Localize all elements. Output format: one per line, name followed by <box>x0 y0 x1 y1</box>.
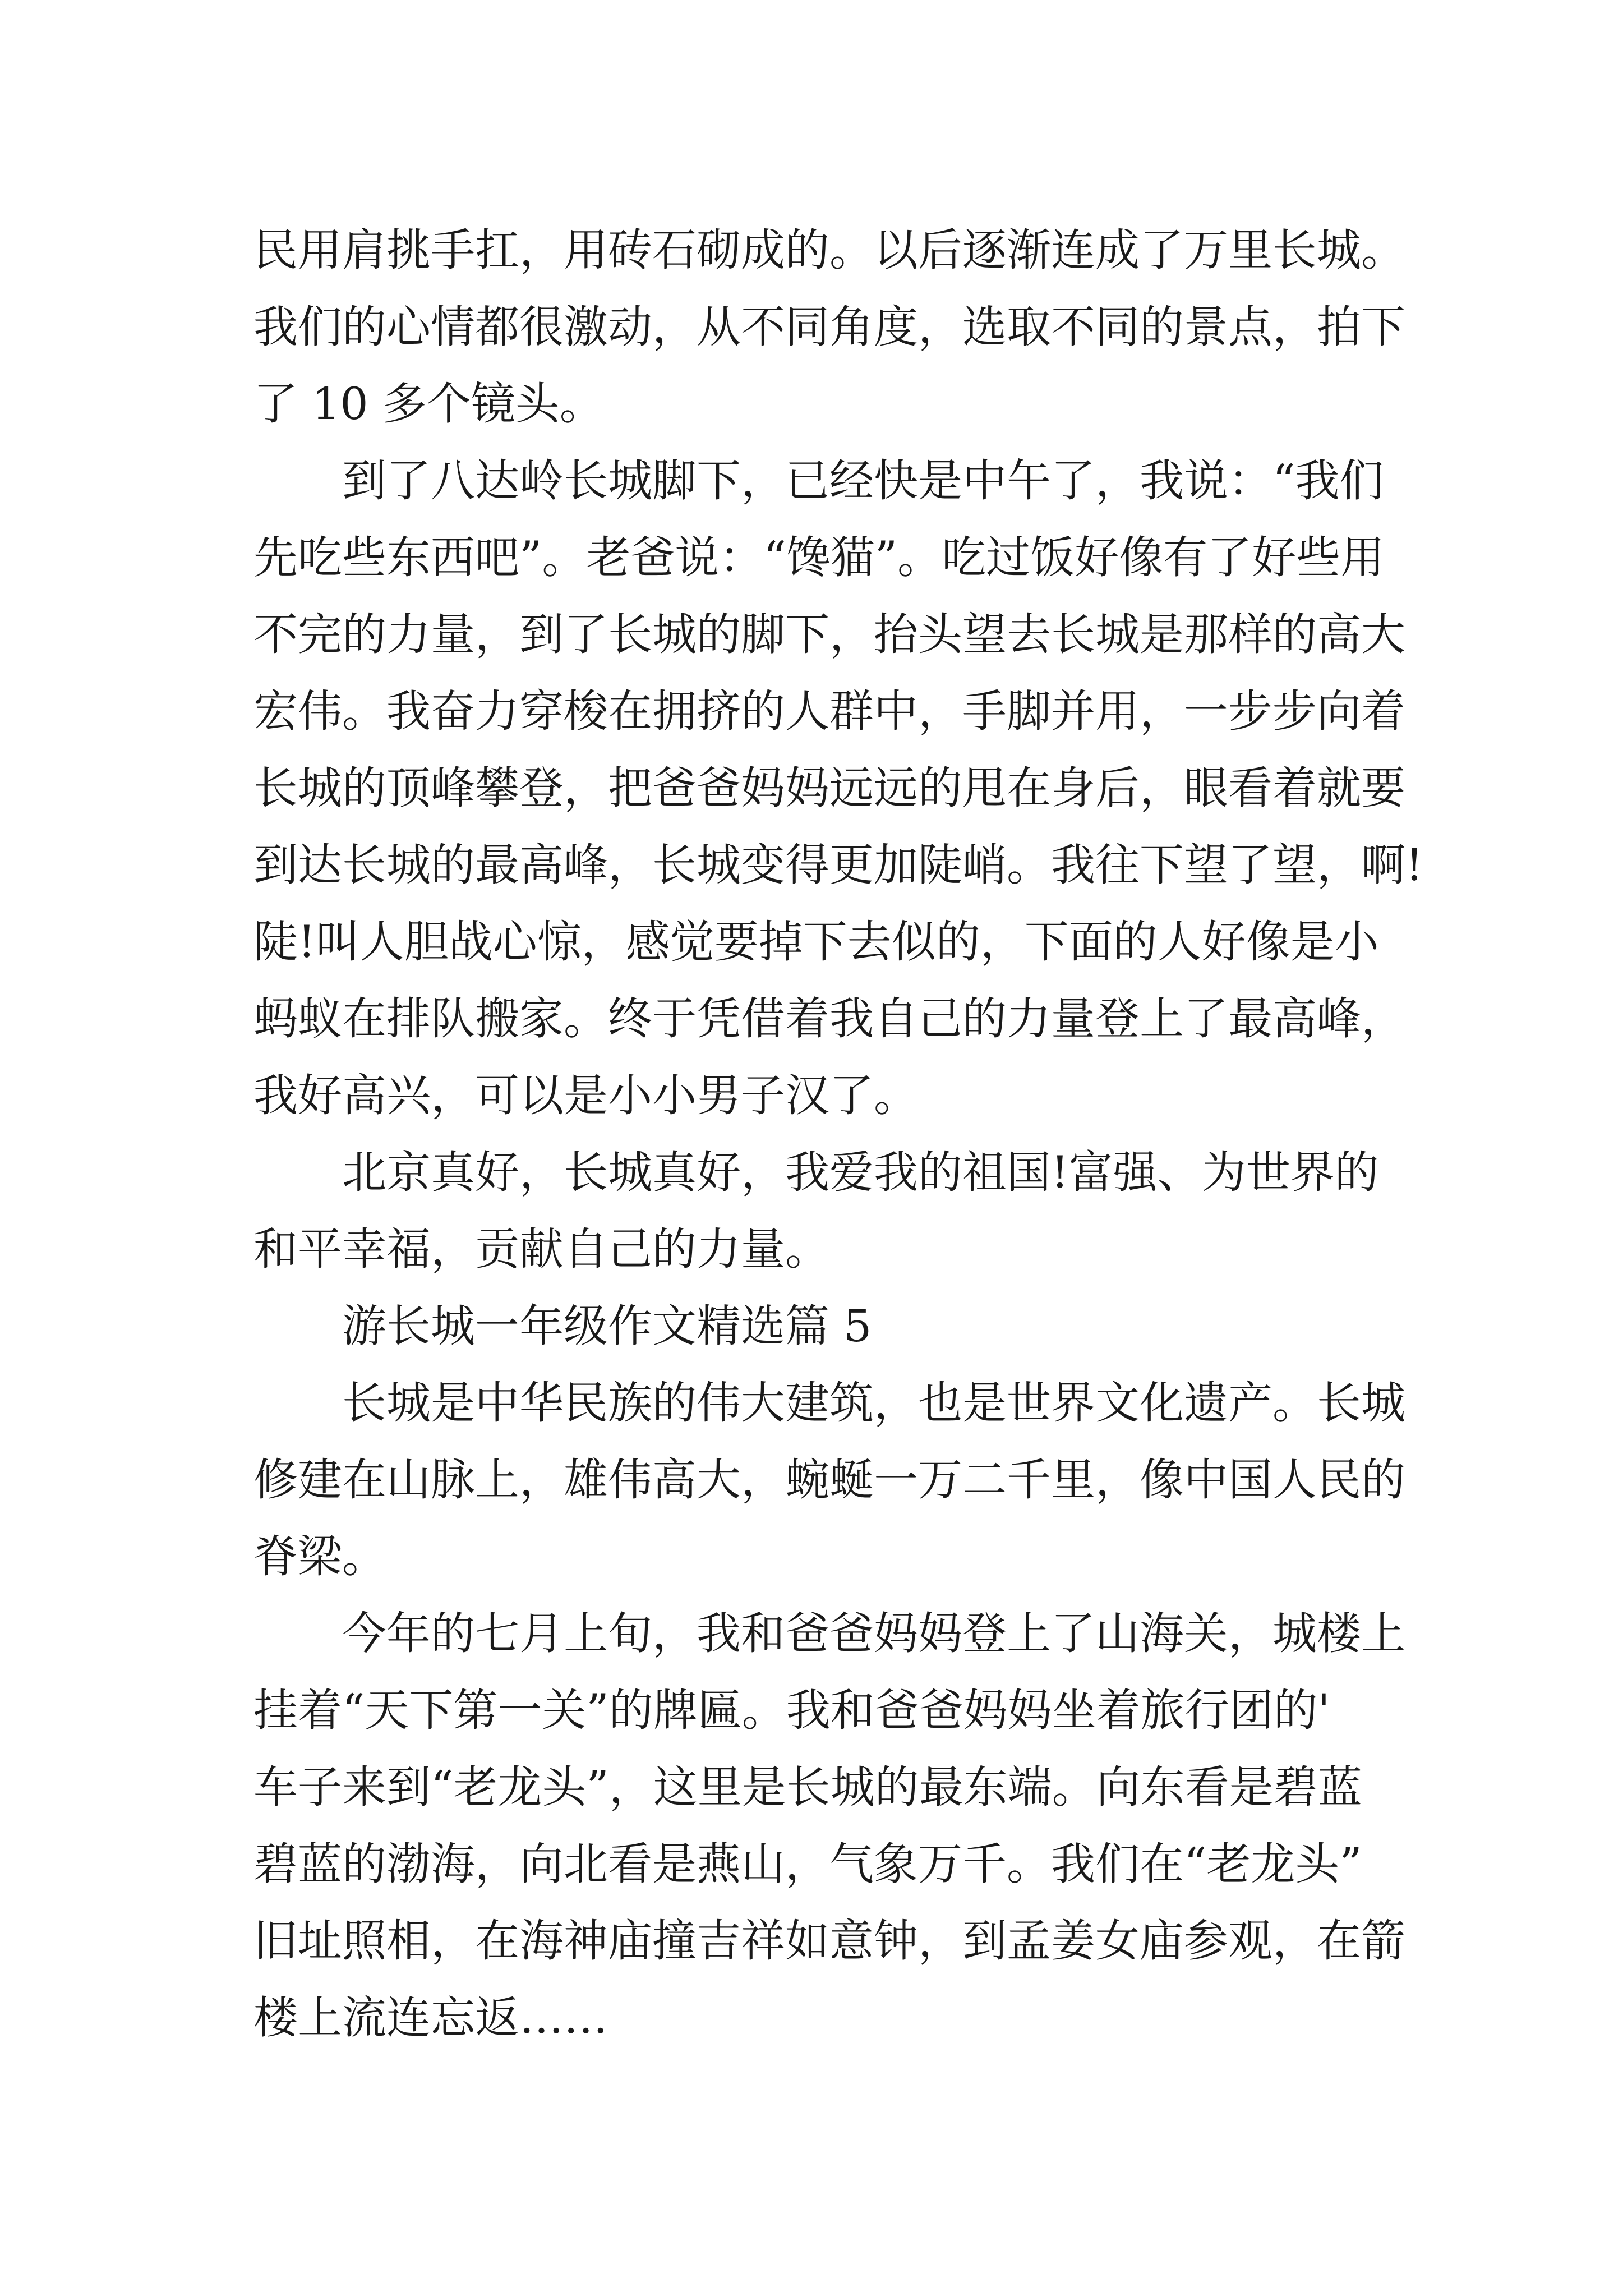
paragraph <box>253 1134 1420 1288</box>
text-line: 长城的顶峰攀登，把爸爸妈妈远远的甩在身后，眼看着就要 <box>253 762 1405 814</box>
text-line: 到达长城的最高峰，长城变得更加陡峭。我往下望了望，啊! <box>253 839 1423 891</box>
section-heading-text: 游长城一年级作文精选篇 5 <box>342 1300 872 1352</box>
text-line: 不完的力量，到了长城的脚下，抬头望去长城是那样的高大 <box>253 609 1405 660</box>
paragraph <box>253 1365 1420 1595</box>
paragraph <box>253 443 1423 1134</box>
text-line: 了 10 多个镜头。 <box>253 378 604 430</box>
text-line: 修建在山脉上，雄伟高大，蜿蜒一万二千里，像中国人民的 <box>253 1454 1405 1506</box>
body-text <box>253 212 1423 2056</box>
text-line: 民用肩挑手扛，用砖石砌成的。以后逐渐连成了万里长城。 <box>253 224 1405 276</box>
text-line: 今年的七月上旬，我和爸爸妈妈登上了山海关，城楼上 <box>342 1608 1405 1659</box>
text-line: 旧址照相，在海神庙撞吉祥如意钟，到孟姜女庙参观，在箭 <box>253 1915 1405 1967</box>
text-line: 车子来到“老龙头”，这里是长城的最东端。向东看是碧蓝 <box>253 1761 1362 1813</box>
text-line: 蚂蚁在排队搬家。终于凭借着我自己的力量登上了最高峰， <box>253 993 1405 1045</box>
text-line: 脊梁。 <box>253 1531 386 1582</box>
text-line: 楼上流连忘返…… <box>253 1992 608 2044</box>
text-line: 到了八达岭长城脚下，已经快是中午了，我说：“我们 <box>342 455 1384 507</box>
paragraph-continued <box>253 212 1420 443</box>
text-line: 挂着“天下第一关”的牌匾。我和爸爸妈妈坐着旅行团的' <box>253 1685 1330 1736</box>
text-line: 我好高兴，可以是小小男子汉了。 <box>253 1070 918 1121</box>
text-line: 我们的心情都很激动，从不同角度，选取不同的景点，拍下 <box>253 301 1405 353</box>
text-line: 碧蓝的渤海，向北看是燕山，气象万千。我们在“老龙头” <box>253 1838 1362 1890</box>
paragraph <box>253 1595 1420 2056</box>
text-line: 长城是中华民族的伟大建筑，也是世界文化遗产。长城 <box>342 1377 1405 1429</box>
text-line: 先吃些东西吧”。老爸说：“馋猫”。吃过饭好像有了好些用 <box>253 532 1385 583</box>
text-line: 宏伟。我奋力穿梭在拥挤的人群中，手脚并用，一步步向着 <box>253 685 1405 737</box>
text-line: 陡!叫人胆战心惊，感觉要掉下去似的，下面的人好像是小 <box>253 916 1379 968</box>
section-heading <box>253 1288 1420 1365</box>
text-line: 北京真好，长城真好，我爱我的祖国!富强、为世界的 <box>342 1147 1379 1198</box>
text-line: 和平幸福，贡献自己的力量。 <box>253 1223 829 1275</box>
